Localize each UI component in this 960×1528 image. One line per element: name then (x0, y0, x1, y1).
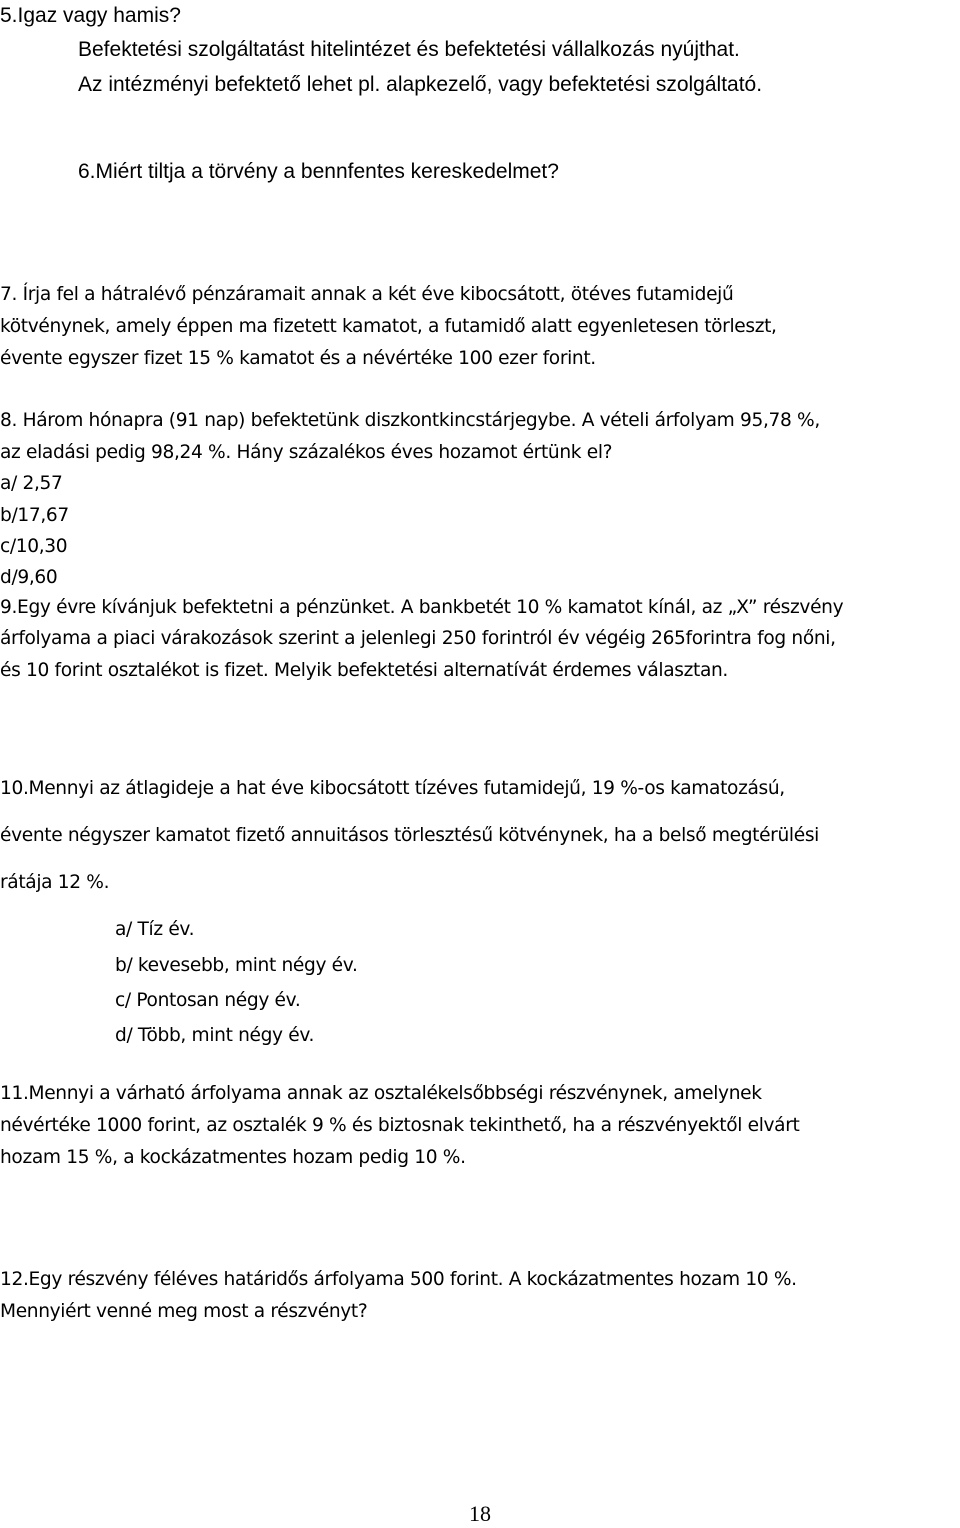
q7-line-2: kötvénynek, amely éppen ma fizetett kamatot, a futamidő alatt egyenletesen törleszt, (0, 316, 777, 337)
q9-line-1: 9.Egy évre kívánjuk befektetni a pénzünket. A bankbetét 10 % kamatot kínál, az „X” részvény (0, 597, 844, 618)
q11-line-3: hozam 15 %, a kockázatmentes hozam pedig 10 %. (0, 1147, 466, 1168)
q6-title: 6.Miért tiltja a törvény a bennfentes kereskedelmet? (78, 160, 559, 183)
q11-line-2: névértéke 1000 forint, az osztalék 9 % és biztosnak tekinthető, ha a részvényektől elvárt (0, 1115, 800, 1136)
q10-option-b: b/ kevesebb, mint négy év. (115, 955, 358, 976)
q8-option-d: d/9,60 (0, 567, 58, 588)
q10-line-3: rátája 12 %. (0, 872, 110, 893)
q7-line-1: 7. Írja fel a hátralévő pénzáramait annak a két éve kibocsátott, ötéves futamidejű (0, 284, 734, 305)
q8-line-2: az eladási pedig 98,24 %. Hány százalékos éves hozamot értünk el? (0, 442, 613, 463)
page-number: 18 (469, 1501, 491, 1526)
q9-line-2: árfolyama a piaci várakozások szerint a jelenlegi 250 forintról év végéig 265forintra fog nőni, (0, 628, 836, 649)
q5-line-1: Befektetési szolgáltatást hitelintézet és befektetési vállalkozás nyújthat. (78, 38, 740, 61)
q10-line-1: 10.Mennyi az átlagideje a hat éve kibocsátott tízéves futamidejű, 19 %-os kamatozású, (0, 778, 785, 799)
q8-line-1: 8. Három hónapra (91 nap) befektetünk diszkontkincstárjegybe. A vételi árfolyam 95,78 %, (0, 410, 820, 431)
q5-title: 5.Igaz vagy hamis? (0, 4, 181, 27)
q10-option-a: a/ Tíz év. (115, 919, 195, 940)
q10-line-2: évente négyszer kamatot fizető annuitásos törlesztésű kötvénynek, ha a belső megtérülési (0, 825, 819, 846)
q8-option-a: a/ 2,57 (0, 473, 63, 494)
q8-option-b: b/17,67 (0, 505, 69, 526)
q10-option-d: d/ Több, mint négy év. (115, 1025, 315, 1046)
q5-line-2: Az intézményi befektető lehet pl. alapkezelő, vagy befektetési szolgáltató. (78, 73, 763, 96)
q11-line-1: 11.Mennyi a várható árfolyama annak az osztalékelsőbbségi részvénynek, amelynek (0, 1083, 762, 1104)
q10-option-c: c/ Pontosan négy év. (115, 990, 301, 1011)
q7-line-3: évente egyszer fizet 15 % kamatot és a névértéke 100 ezer forint. (0, 348, 596, 369)
q12-line-1: 12.Egy részvény féléves határidős árfolyama 500 forint. A kockázatmentes hozam 10 %. (0, 1269, 797, 1290)
q12-line-2: Mennyiért venné meg most a részvényt? (0, 1301, 368, 1322)
q9-line-3: és 10 forint osztalékot is fizet. Melyik befektetési alternatívát érdemes választan. (0, 660, 728, 681)
q8-option-c: c/10,30 (0, 536, 68, 557)
